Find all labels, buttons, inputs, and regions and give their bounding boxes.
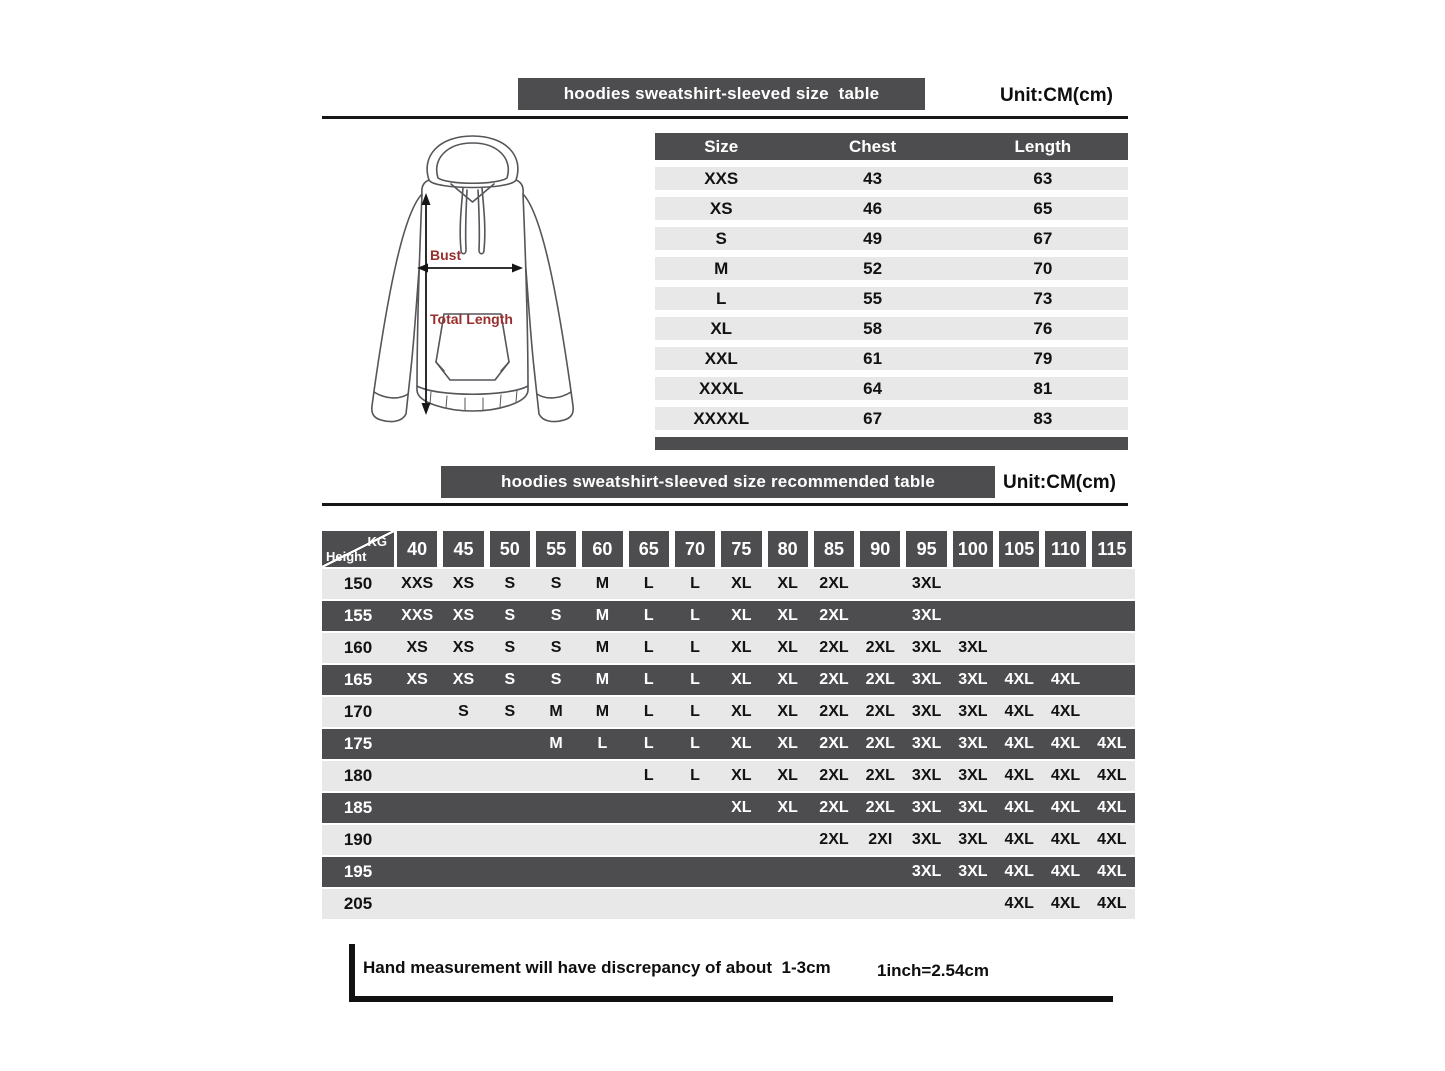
- recommended-size-cell: 3XL: [911, 767, 942, 784]
- weight-header-cell: [487, 531, 533, 567]
- recommended-size-cell: 3XL: [911, 735, 942, 752]
- recommended-size-cell: 4XL: [1004, 799, 1034, 816]
- size-table-cell: 64: [863, 378, 883, 398]
- recommended-table-title: hoodies sweatshirt-sleeved size recommended table: [500, 472, 935, 491]
- size-table-bottom-bar: [655, 437, 1128, 450]
- recommended-size-cell: 4XL: [1004, 767, 1034, 784]
- recommended-table-row: [322, 697, 1135, 727]
- recommended-size-cell: 2XL: [819, 735, 849, 752]
- recommended-size-cell: XS: [452, 575, 475, 592]
- recommended-size-cell: L: [643, 607, 654, 624]
- weight-header-cell: [1089, 531, 1135, 567]
- size-table-column-header: Chest: [848, 136, 897, 156]
- recommended-size-cell: XL: [731, 639, 752, 656]
- size-table-cell: 65: [1033, 198, 1053, 218]
- recommended-table-body: [322, 569, 1135, 919]
- recommended-size-cell: 3XL: [958, 767, 988, 784]
- recommended-size-cell: 3XL: [911, 575, 942, 592]
- recommended-size-cell: 2XI: [868, 831, 893, 848]
- recommended-size-cell: M: [549, 735, 563, 752]
- recommended-size-cell: S: [458, 703, 469, 720]
- recommended-size-cell: S: [550, 575, 562, 592]
- recommended-table-row: [322, 729, 1135, 759]
- weight-header-value: 40: [397, 531, 437, 567]
- recommended-size-cell: 4XL: [1050, 799, 1081, 816]
- weight-header-value: 80: [768, 531, 808, 567]
- recommended-size-cell: L: [690, 767, 700, 784]
- recommended-size-cell: L: [597, 735, 608, 752]
- size-table-cell: 43: [863, 168, 883, 188]
- recommended-size-cell: L: [643, 671, 654, 688]
- weight-header-value: 95: [906, 531, 946, 567]
- recommended-size-cell: 4XL: [1050, 671, 1081, 688]
- size-table-title: hoodies sweatshirt-sleeved size table: [563, 84, 880, 103]
- hoodie-left-sleeve: [372, 194, 423, 422]
- recommended-size-cell: 3XL: [958, 639, 988, 656]
- recommended-size-cell: L: [690, 607, 700, 624]
- recommended-size-cell: 2XL: [819, 639, 849, 656]
- size-table-cell: S: [715, 228, 727, 248]
- recommended-size-cell: XL: [731, 735, 752, 752]
- recommended-table-row: [322, 825, 1135, 855]
- recommended-table-row: [322, 665, 1135, 695]
- recommended-size-cell: 4XL: [1050, 831, 1081, 848]
- recommended-size-cell: 4XL: [1097, 735, 1127, 752]
- total-length-label: Total Length: [430, 311, 513, 327]
- footer-bracket-vertical: [349, 944, 355, 1002]
- recommended-size-cell: 4XL: [1004, 895, 1034, 912]
- size-table-row: [655, 257, 1128, 280]
- size-table-row: [655, 167, 1128, 190]
- recommended-size-cell: 4XL: [1097, 895, 1127, 912]
- recommended-table-row: [322, 761, 1135, 791]
- recommended-size-cell: 2XL: [819, 799, 849, 816]
- recommended-size-cell: 3XL: [958, 671, 988, 688]
- size-table-cell: 49: [863, 228, 883, 248]
- size-table-row: [655, 407, 1128, 430]
- recommended-size-cell: 2XL: [865, 799, 895, 816]
- size-table-cell: 55: [863, 288, 883, 308]
- recommended-size-cell: 2XL: [865, 735, 895, 752]
- size-table-cell: XS: [709, 198, 733, 218]
- weight-header-value: 75: [721, 531, 761, 567]
- recommended-size-cell: XL: [731, 671, 752, 688]
- bust-label: Bust: [430, 247, 462, 263]
- weight-header-cell: [672, 531, 718, 567]
- recommended-size-cell: 2XL: [819, 607, 849, 624]
- recommended-table-row: [322, 793, 1135, 823]
- weight-header-value: 90: [860, 531, 900, 567]
- recommended-size-cell: XS: [452, 671, 475, 688]
- weight-header-value: 50: [490, 531, 530, 567]
- height-label: 170: [343, 702, 373, 721]
- recommended-size-cell: 4XL: [1097, 767, 1127, 784]
- unit-label-bottom: Unit:CM(cm): [1003, 472, 1116, 493]
- inch-conversion-note: 1inch=2.54cm: [877, 961, 989, 980]
- recommended-size-cell: 2XL: [865, 767, 895, 784]
- recommended-size-cell: 3XL: [958, 703, 988, 720]
- recommended-size-cell: 3XL: [911, 607, 942, 624]
- recommended-size-cell: 3XL: [911, 639, 942, 656]
- height-label: 160: [343, 638, 373, 657]
- recommended-table-title-bar: [441, 466, 995, 498]
- recommended-size-cell: M: [595, 671, 610, 688]
- size-table-cell: XL: [710, 318, 733, 338]
- recommended-size-cell: 4XL: [1004, 735, 1034, 752]
- weight-header-cell: [811, 531, 857, 567]
- corner-kg-label: KG: [367, 534, 387, 549]
- recommended-size-cell: L: [643, 575, 654, 592]
- size-table-cell: 67: [863, 408, 883, 428]
- size-table-cell: 67: [1033, 228, 1053, 248]
- recommended-size-cell: 2XL: [865, 703, 895, 720]
- recommended-size-cell: 3XL: [958, 863, 988, 880]
- recommended-size-cell: 3XL: [958, 799, 988, 816]
- recommended-size-cell: 4XL: [1097, 831, 1127, 848]
- size-table-cell: XXXL: [699, 378, 744, 398]
- recommended-size-cell: XS: [452, 607, 475, 624]
- recommended-size-cell: S: [504, 607, 516, 624]
- recommended-size-cell: M: [595, 607, 610, 624]
- height-label: 195: [343, 862, 373, 881]
- recommended-size-cell: XS: [452, 639, 475, 656]
- recommended-size-cell: XL: [731, 799, 752, 816]
- weight-header-value: 100: [953, 531, 993, 567]
- recommended-size-cell: L: [690, 671, 700, 688]
- weight-header-cell: [765, 531, 811, 567]
- recommended-table-row: [322, 857, 1135, 887]
- size-table-cell: 52: [863, 258, 883, 278]
- recommended-size-cell: XL: [777, 735, 798, 752]
- recommended-size-cell: S: [550, 671, 562, 688]
- recommended-size-cell: L: [643, 735, 654, 752]
- recommended-size-cell: 4XL: [1004, 863, 1034, 880]
- size-table-cell: 58: [863, 318, 883, 338]
- total-length-arrowhead-bottom: [422, 403, 431, 415]
- recommended-size-cell: L: [690, 639, 700, 656]
- weight-header-value: 65: [629, 531, 669, 567]
- size-table-row: [655, 317, 1128, 340]
- recommended-size-cell: L: [643, 767, 654, 784]
- height-label: 150: [343, 574, 373, 593]
- recommended-size-table: [322, 531, 1135, 919]
- weight-header-cell: [626, 531, 672, 567]
- recommended-size-cell: XL: [731, 575, 752, 592]
- size-table-row: [655, 197, 1128, 220]
- recommended-size-cell: XL: [777, 767, 798, 784]
- weight-header-value: 110: [1045, 531, 1085, 567]
- recommended-size-cell: 4XL: [1004, 671, 1034, 688]
- recommended-size-cell: XL: [777, 607, 798, 624]
- size-table-header: [655, 133, 1128, 160]
- height-label: 175: [343, 734, 373, 753]
- weight-header-value: 60: [582, 531, 622, 567]
- weight-header-cell: [857, 531, 903, 567]
- size-table-cell: 46: [863, 198, 883, 218]
- weight-header-cell: [440, 531, 486, 567]
- size-table-cell: XXXXL: [693, 408, 750, 428]
- footer-bracket-horizontal: [349, 996, 1113, 1002]
- height-label: 155: [343, 606, 373, 625]
- weight-header-value: 45: [443, 531, 483, 567]
- size-table-cell: L: [716, 288, 727, 308]
- measurement-note: Hand measurement will have discrepancy of about 1-3cm: [363, 958, 831, 977]
- size-table-cell: 76: [1033, 318, 1053, 338]
- size-table-cell: XXL: [704, 348, 738, 368]
- recommended-size-cell: S: [504, 703, 516, 720]
- size-table: [655, 133, 1128, 450]
- recommended-size-cell: 4XL: [1004, 703, 1034, 720]
- weight-header-value: 105: [999, 531, 1039, 567]
- recommended-size-cell: XL: [731, 767, 752, 784]
- weight-header-value: 85: [814, 531, 854, 567]
- recommended-size-cell: L: [690, 735, 700, 752]
- weight-header-value: 115: [1092, 531, 1132, 567]
- weight-header-cell: [718, 531, 764, 567]
- divider-top: [322, 116, 1128, 119]
- weight-header-value: 55: [536, 531, 576, 567]
- recommended-size-cell: 4XL: [1097, 799, 1127, 816]
- height-label: 185: [343, 798, 373, 817]
- recommended-size-cell: 3XL: [911, 703, 942, 720]
- recommended-size-cell: XL: [777, 703, 798, 720]
- unit-label-top: Unit:CM(cm): [1000, 85, 1113, 106]
- recommended-size-cell: M: [549, 703, 563, 720]
- recommended-size-cell: 2XL: [865, 671, 895, 688]
- recommended-size-cell: 3XL: [911, 671, 942, 688]
- hoodie-measurement-diagram: [325, 126, 620, 466]
- weight-header-cell: [996, 531, 1042, 567]
- size-table-cell: XXS: [704, 168, 739, 188]
- recommended-size-cell: 2XL: [865, 639, 895, 656]
- recommended-size-cell: XL: [777, 575, 798, 592]
- size-table-cell: M: [714, 258, 729, 278]
- kg-height-corner-cell: [322, 531, 394, 567]
- recommended-size-cell: 3XL: [911, 799, 942, 816]
- recommended-size-cell: 3XL: [911, 863, 942, 880]
- size-table-cell: 61: [863, 348, 883, 368]
- divider-middle: [322, 503, 1128, 506]
- recommended-size-cell: XL: [777, 671, 798, 688]
- hoodie-right-sleeve: [522, 194, 573, 422]
- recommended-size-cell: M: [595, 703, 610, 720]
- recommended-size-cell: 4XL: [1050, 735, 1081, 752]
- size-table-row: [655, 287, 1128, 310]
- weight-header-cell: [903, 531, 949, 567]
- recommended-size-cell: 4XL: [1050, 863, 1081, 880]
- recommended-table-row: [322, 569, 1135, 599]
- size-table-cell: 63: [1033, 168, 1053, 188]
- size-table-cell: 81: [1033, 378, 1053, 398]
- recommended-size-cell: L: [690, 703, 700, 720]
- recommended-size-cell: 2XL: [819, 671, 849, 688]
- size-table-column-header: Size: [704, 136, 739, 156]
- recommended-size-cell: XXS: [401, 607, 434, 624]
- height-label: 205: [343, 894, 373, 913]
- weight-header-cell: [579, 531, 625, 567]
- recommended-size-cell: L: [690, 575, 700, 592]
- height-label: 190: [343, 830, 373, 849]
- recommended-size-cell: XL: [731, 607, 752, 624]
- recommended-size-cell: XL: [731, 703, 752, 720]
- size-table-cell: 70: [1033, 258, 1053, 278]
- recommended-table-row: [322, 633, 1135, 663]
- size-table-cell: 79: [1033, 348, 1053, 368]
- size-table-row: [655, 227, 1128, 250]
- recommended-size-cell: XL: [777, 799, 798, 816]
- recommended-table-row: [322, 601, 1135, 631]
- recommended-size-cell: 3XL: [911, 831, 942, 848]
- corner-height-label: Height: [326, 549, 367, 564]
- size-table-row: [655, 377, 1128, 400]
- recommended-size-cell: S: [504, 575, 516, 592]
- size-table-body: [655, 167, 1128, 430]
- recommended-size-cell: 4XL: [1050, 895, 1081, 912]
- recommended-size-cell: XS: [406, 639, 428, 656]
- recommended-size-cell: XL: [777, 639, 798, 656]
- recommended-size-cell: S: [550, 607, 562, 624]
- recommended-size-cell: 2XL: [819, 831, 849, 848]
- recommended-size-cell: XXS: [401, 575, 434, 592]
- recommended-size-cell: S: [504, 639, 516, 656]
- recommended-size-cell: 4XL: [1097, 863, 1127, 880]
- weight-header-cell: [950, 531, 996, 567]
- recommended-size-cell: 2XL: [819, 767, 849, 784]
- recommended-size-cell: L: [643, 639, 654, 656]
- weight-header-value: 70: [675, 531, 715, 567]
- recommended-size-cell: 4XL: [1050, 703, 1081, 720]
- size-table-row: [655, 347, 1128, 370]
- recommended-size-cell: S: [504, 671, 516, 688]
- recommended-size-cell: M: [595, 575, 610, 592]
- weight-header-cell: [394, 531, 440, 567]
- recommended-size-cell: XS: [406, 671, 428, 688]
- recommended-table-header: [322, 531, 1135, 567]
- recommended-size-cell: 4XL: [1004, 831, 1034, 848]
- recommended-size-cell: L: [643, 703, 654, 720]
- size-table-cell: 73: [1033, 288, 1053, 308]
- size-table-cell: 83: [1033, 408, 1053, 428]
- recommended-size-cell: 4XL: [1050, 767, 1081, 784]
- recommended-size-cell: 2XL: [819, 703, 849, 720]
- recommended-size-cell: 3XL: [958, 831, 988, 848]
- size-table-title-bar: [518, 78, 925, 110]
- recommended-size-cell: M: [595, 639, 610, 656]
- weight-header-cell: [533, 531, 579, 567]
- weight-header-cell: [1042, 531, 1088, 567]
- size-table-column-header: Length: [1014, 136, 1072, 156]
- recommended-size-cell: 3XL: [958, 735, 988, 752]
- height-label: 180: [343, 766, 373, 785]
- recommended-size-cell: 2XL: [819, 575, 849, 592]
- height-label: 165: [343, 670, 373, 689]
- recommended-size-cell: S: [550, 639, 562, 656]
- recommended-table-row: [322, 889, 1135, 919]
